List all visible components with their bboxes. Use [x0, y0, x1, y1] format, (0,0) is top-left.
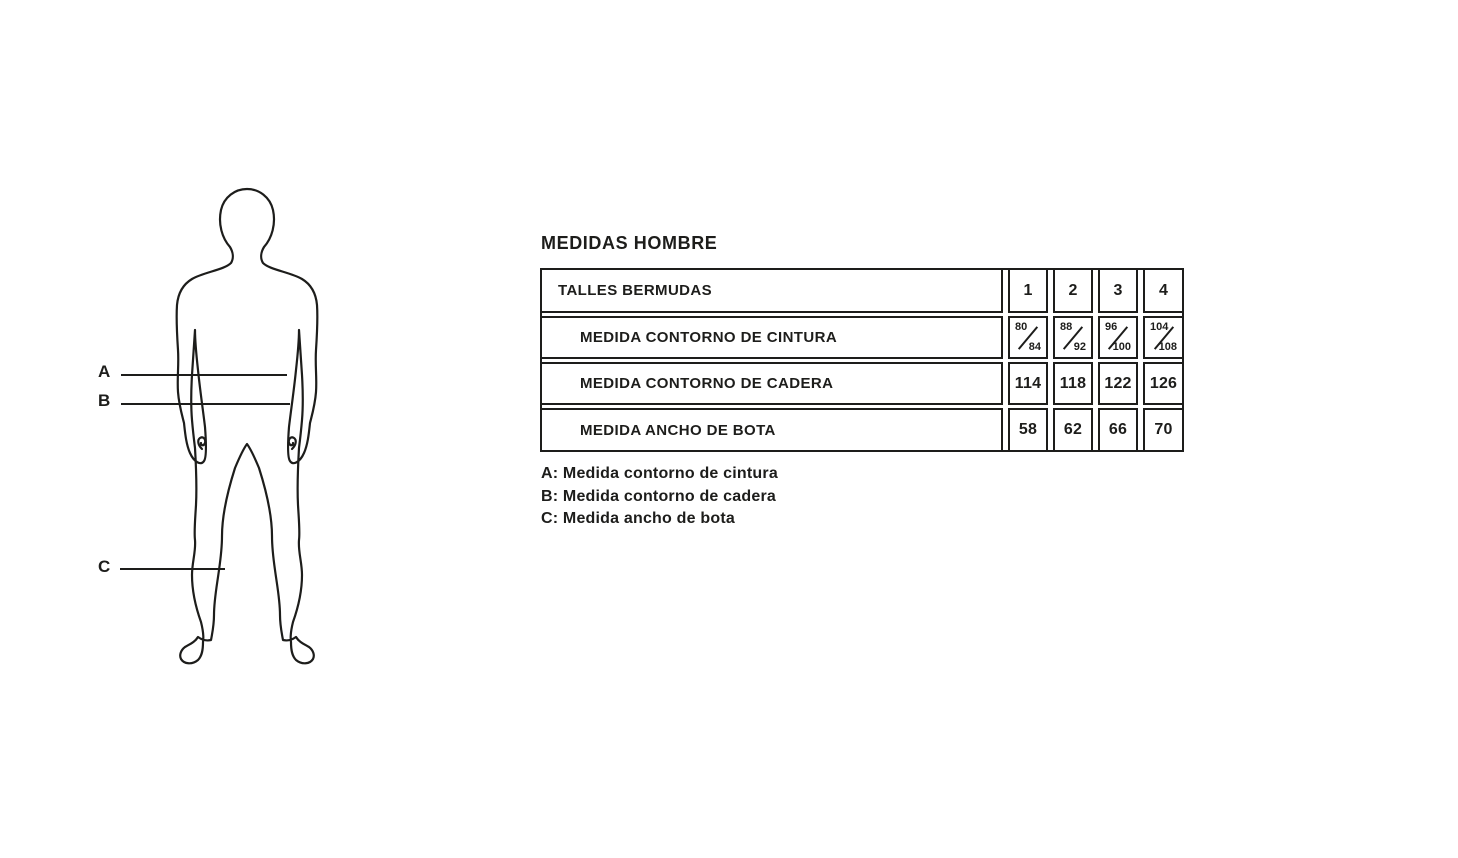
leg-opening-value-size2: 62	[1053, 408, 1093, 452]
waist-size3-min: 96	[1105, 321, 1118, 333]
page-title: MEDIDAS HOMBRE	[541, 233, 718, 253]
legend-line-a: A: Medida contorno de cintura	[541, 465, 778, 482]
leg-opening-value-size1: 58	[1008, 408, 1048, 452]
figure-label-a: A	[98, 362, 111, 381]
figure-label-b: B	[98, 391, 111, 410]
human-body-outline-illustration	[160, 182, 344, 674]
right-thumb-line	[289, 437, 296, 449]
size-table	[540, 268, 1184, 452]
measure-line-b	[121, 403, 290, 405]
size-column-3: 3	[1098, 268, 1138, 313]
hip-value-size4: 126	[1143, 362, 1184, 405]
waist-value-size3	[1098, 316, 1138, 359]
waist-size2-min: 88	[1060, 321, 1073, 333]
waist-row-label: MEDIDA CONTORNO DE CINTURA	[540, 316, 1003, 359]
waist-size2-max: 92	[1073, 341, 1086, 353]
leg-opening-value-size3: 66	[1098, 408, 1138, 452]
body-outline-path	[177, 189, 318, 663]
measure-line-c	[120, 568, 225, 570]
figure-label-c: C	[98, 557, 111, 576]
waist-size4-max: 108	[1158, 341, 1177, 353]
leg-opening-value-size4: 70	[1143, 408, 1184, 452]
waist-value-size4	[1143, 316, 1184, 359]
waist-size1-max: 84	[1028, 341, 1041, 353]
size-column-2: 2	[1053, 268, 1093, 313]
hip-value-size3: 122	[1098, 362, 1138, 405]
leg-opening-row-label: MEDIDA ANCHO DE BOTA	[540, 408, 1003, 452]
hip-row-label: MEDIDA CONTORNO DE CADERA	[540, 362, 1003, 405]
waist-value-size1	[1008, 316, 1048, 359]
hip-value-size1: 114	[1008, 362, 1048, 405]
size-column-1: 1	[1008, 268, 1048, 313]
waist-value-size2	[1053, 316, 1093, 359]
hip-value-size2: 118	[1053, 362, 1093, 405]
waist-size1-min: 80	[1015, 321, 1028, 333]
left-thumb-line	[198, 437, 205, 449]
measure-line-a	[121, 374, 287, 376]
size-column-4: 4	[1143, 268, 1184, 313]
waist-size3-max: 100	[1112, 341, 1131, 353]
waist-size4-min: 104	[1150, 321, 1169, 333]
legend-line-c: C: Medida ancho de bota	[541, 510, 735, 528]
measurement-legend	[541, 463, 778, 531]
legend-line-b: B: Medida contorno de cadera	[541, 487, 776, 505]
table-header-label: TALLES BERMUDAS	[540, 268, 1003, 313]
